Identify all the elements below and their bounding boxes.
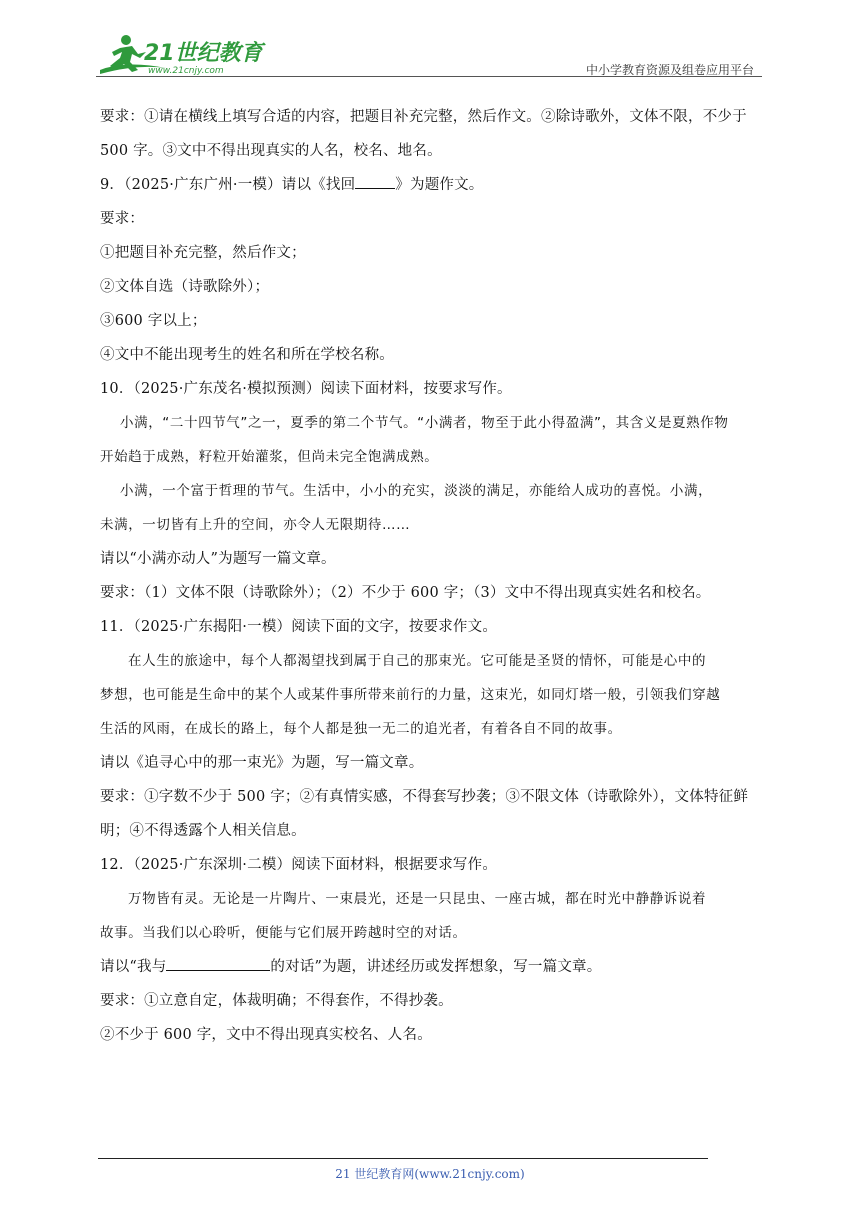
- q10-task: 请以“小满亦动人”为题写一篇文章。: [100, 551, 336, 567]
- q11-task: 请以《追寻心中的那一束光》为题，写一篇文章。: [100, 755, 424, 771]
- svg-text:www.21cnjy.com: www.21cnjy.com: [148, 66, 224, 76]
- q10-material-p1-line1: 小满，“二十四节气”之一，夏季的第二个节气。“小满者，物至于此小得盈满”，其含义是夏熟作物: [120, 415, 729, 431]
- fill-blank: [355, 174, 395, 189]
- svg-text:21世纪教育: 21世纪教育: [144, 41, 263, 66]
- q12-material-line1: 万物皆有灵。无论是一片陶片、一束晨光，还是一只昆虫、一座古城，都在时光中静静诉说着: [128, 891, 707, 907]
- q11-material-line2: 梦想，也可能是生命中的某个人或某件事所带来前行的力量，这束光，如同灯塔一般，引领我们穿越: [100, 687, 721, 703]
- platform-title: 中小学教育资源及组卷应用平台: [585, 63, 754, 77]
- q10-requirement: 要求：（1）文体不限（诗歌除外）；（2）不少于 600 字；（3）文中不得出现真实姓名和校名。: [100, 585, 711, 601]
- q11-requirement-line1: 要求：①字数不少于 500 字；②有真情实感，不得套写抄袭；③不限文体（诗歌除外），文体特征鲜: [100, 789, 749, 805]
- header-divider: [96, 76, 762, 77]
- document-body: [100, 100, 762, 1052]
- q9-requirement-4: ④文中不能出现考生的姓名和所在学校名称。: [100, 347, 394, 363]
- question-9-title: 9．（2025·广东广州·一模）请以《找回 》为题作文。: [100, 168, 762, 202]
- footer-link[interactable]: 21 世纪教育网(www.21cnjy.com): [335, 1167, 525, 1181]
- q9-requirement-label: 要求：: [100, 211, 145, 227]
- q12-material-line2: 故事。当我们以心聆听，便能与它们展开跨越时空的对话。: [100, 925, 467, 941]
- q12-requirement-line1: 要求：①立意自定，体裁明确；不得套作，不得抄袭。: [100, 993, 453, 1009]
- footer-divider: [98, 1158, 708, 1159]
- q9-requirement-3: ③600 字以上；: [100, 313, 207, 329]
- q12-requirement-line2: ②不少于 600 字，文中不得出现真实校名、人名。: [100, 1027, 432, 1043]
- q11-material-line3: 生活的风雨，在成长的路上，每个人都是独一无二的追光者，有着各自不同的故事。: [100, 721, 622, 737]
- q9-requirement-1: ①把题目补充完整，然后作文；: [100, 245, 306, 261]
- site-logo: [96, 30, 266, 78]
- q11-requirement-line2: 明；④不得透露个人相关信息。: [100, 823, 306, 839]
- q8-requirement-line1: 要求：①请在横线上填写合适的内容，把题目补充完整，然后作文。②除诗歌外，文体不限，不少于: [100, 109, 747, 125]
- q10-material-p2-line2: 未满，一切皆有上升的空间，亦令人无限期待……: [100, 517, 411, 533]
- q9-requirement-2: ②文体自选（诗歌除外）；: [100, 279, 270, 295]
- page-header: [96, 30, 762, 80]
- q10-material-p1-line2: 开始趋于成熟，籽粒开始灌浆，但尚未完全饱满成熟。: [100, 449, 439, 465]
- q12-task: 请以“我与 的对话”为题，讲述经历或发挥想象，写一篇文章。: [100, 950, 762, 984]
- fill-blank: [166, 956, 270, 971]
- q10-material-p2-line1: 小满，一个富于哲理的节气。生活中，小小的充实，淡淡的满足，亦能给人成功的喜悦。小满，: [120, 483, 713, 499]
- question-10-title: 10．（2025·广东茂名·模拟预测）阅读下面材料，按要求写作。: [100, 381, 512, 397]
- q8-requirement-line2: 500 字。③文中不得出现真实的人名，校名、地名。: [100, 143, 442, 159]
- question-12-title: 12．（2025·广东深圳·二模）阅读下面材料，根据要求写作。: [100, 857, 498, 873]
- question-11-title: 11．（2025·广东揭阳·一模）阅读下面的文字，按要求作文。: [100, 619, 498, 635]
- q11-material-line1: 在人生的旅途中，每个人都渴望找到属于自己的那束光。它可能是圣贤的情怀，可能是心中的: [128, 653, 707, 669]
